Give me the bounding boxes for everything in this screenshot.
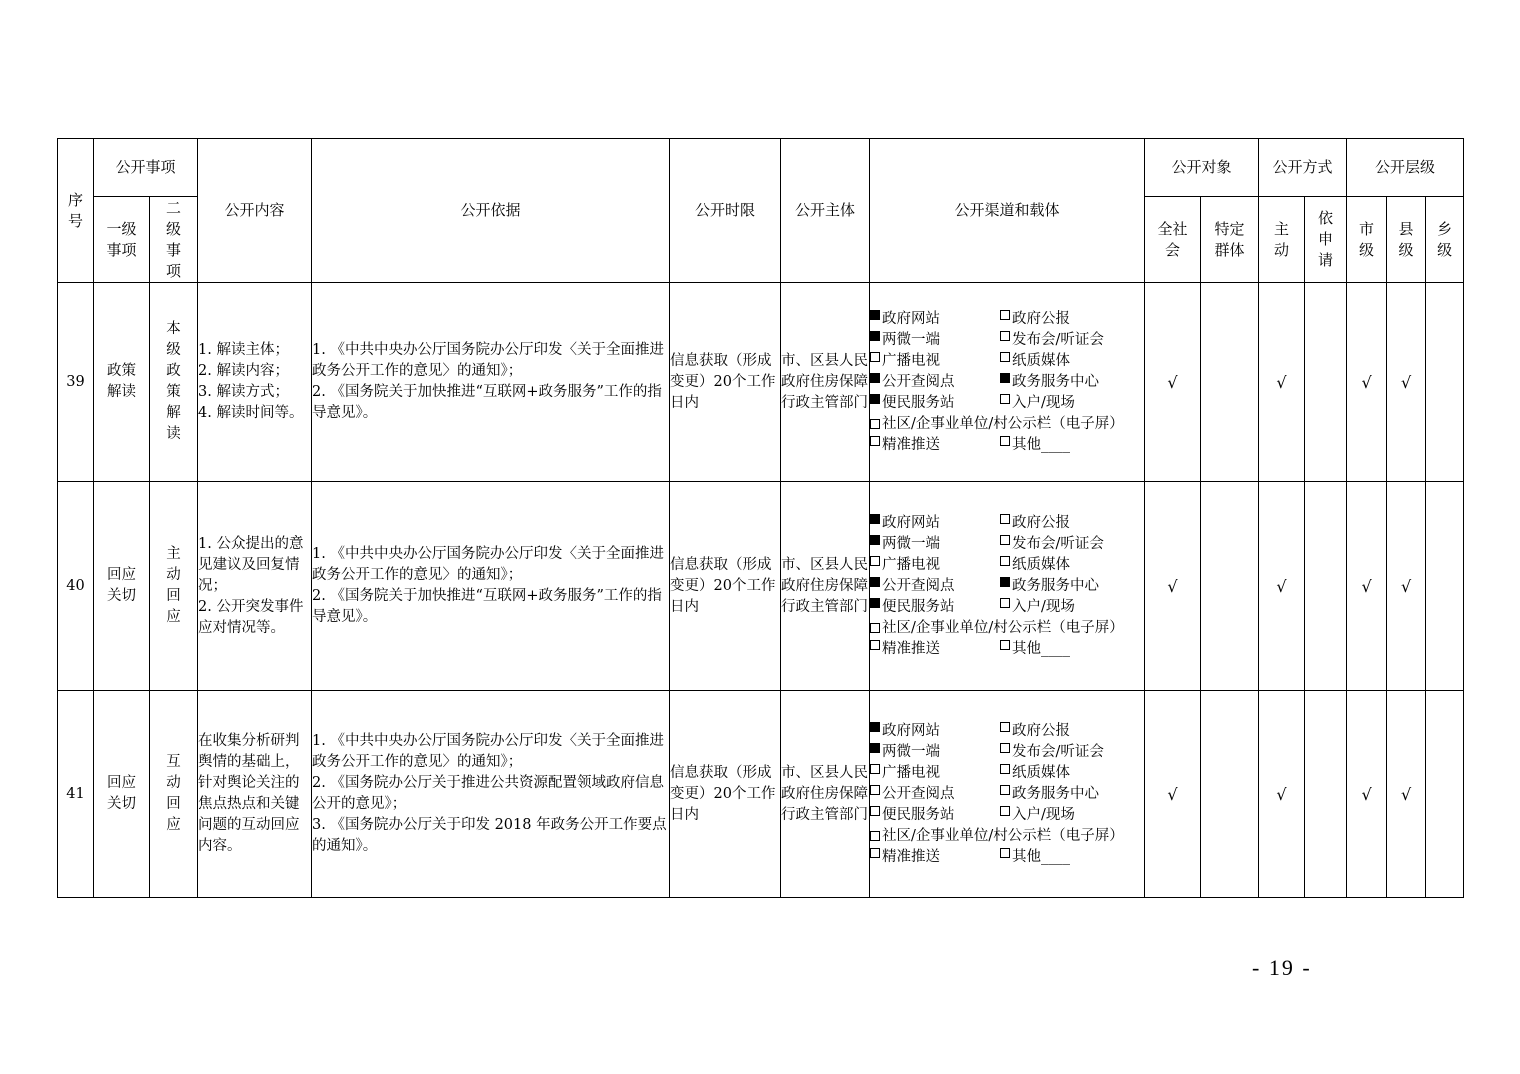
channel-reading-point: 公开查阅点 <box>870 372 1000 393</box>
channel-service-station: 便民服务站 <box>870 597 1000 618</box>
row-level2: 主动回应 <box>150 482 198 691</box>
checkbox-icon <box>870 556 880 566</box>
header-subject: 公开主体 <box>781 139 870 283</box>
mark-township <box>1426 283 1464 482</box>
checkbox-icon <box>1000 436 1010 446</box>
mark-request <box>1305 482 1347 691</box>
header-matter: 公开事项 <box>94 139 198 197</box>
checkbox-icon <box>1000 806 1010 816</box>
checkbox-icon <box>870 352 880 362</box>
row-channels <box>870 283 1145 482</box>
header-seq: 序号 <box>58 139 94 283</box>
channel-gov-website: 政府网站 <box>870 309 1000 330</box>
disclosure-table <box>57 138 1464 898</box>
channel-bulletin: 社区/企事业单位/村公示栏（电子屏） <box>870 826 1124 847</box>
header-object-specific: 特定群体 <box>1201 197 1259 283</box>
row-seq: 41 <box>58 691 94 898</box>
checkbox-icon <box>1000 556 1010 566</box>
checkbox-icon <box>870 623 880 633</box>
page-number: - 19 - <box>1252 955 1312 980</box>
channel-gov-website: 政府网站 <box>870 513 1000 534</box>
row-time-limit: 信息获取（形成变更）20个工作日内 <box>670 283 781 482</box>
checkbox-icon <box>870 514 880 524</box>
channel-gov-website: 政府网站 <box>870 721 1000 742</box>
channel-paper-media: 纸质媒体 <box>1000 555 1070 576</box>
row-channels <box>870 482 1145 691</box>
header-level1: 一级事项 <box>94 197 150 283</box>
channel-wechat-app: 两微一端 <box>870 330 1000 351</box>
checkbox-icon <box>1000 514 1010 524</box>
checkbox-icon <box>1000 577 1010 587</box>
row-basis: 1. 《中共中央办公厅国务院办公厅印发〈关于全面推进政务公开工作的意见〉的通知》； 2. 《国务院办公厅关于推进公共资源配置领域政府信息公开的意见》； 3. 《国务院办公厅关于印发 2018 年政务公开工作要点的通知》。 <box>312 691 670 898</box>
mark-county: √ <box>1387 482 1426 691</box>
header-content: 公开内容 <box>198 139 312 283</box>
checkbox-icon <box>870 436 880 446</box>
checkbox-icon <box>1000 722 1010 732</box>
header-object: 公开对象 <box>1145 139 1259 197</box>
mark-city: √ <box>1347 482 1387 691</box>
row-channels <box>870 691 1145 898</box>
mark-active: √ <box>1259 283 1305 482</box>
checkbox-icon <box>1000 352 1010 362</box>
table-row <box>58 691 1464 898</box>
mark-township <box>1426 482 1464 691</box>
row-basis: 1. 《中共中央办公厅国务院办公厅印发〈关于全面推进政务公开工作的意见〉的通知》； 2. 《国务院关于加快推进“互联网+政务服务”工作的指导意见》。 <box>312 482 670 691</box>
channel-reading-point: 公开查阅点 <box>870 576 1000 597</box>
checkbox-icon <box>1000 598 1010 608</box>
checkbox-icon <box>870 764 880 774</box>
checkbox-icon <box>870 743 880 753</box>
channel-press-hearing: 发布会/听证会 <box>1000 330 1104 351</box>
checkbox-icon <box>870 394 880 404</box>
row-basis: 1. 《中共中央办公厅国务院办公厅印发〈关于全面推进政务公开工作的意见〉的通知》； 2. 《国务院关于加快推进“互联网+政务服务”工作的指导意见》。 <box>312 283 670 482</box>
checkbox-icon <box>1000 640 1010 650</box>
header-level-county: 县级 <box>1387 197 1426 283</box>
header-object-all: 全社会 <box>1145 197 1201 283</box>
checkbox-icon <box>1000 743 1010 753</box>
channel-press-hearing: 发布会/听证会 <box>1000 534 1104 555</box>
channel-tv-radio: 广播电视 <box>870 763 1000 784</box>
mark-specific <box>1201 482 1259 691</box>
mark-all: √ <box>1145 482 1201 691</box>
row-level1: 回应关切 <box>94 482 150 691</box>
channel-paper-media: 纸质媒体 <box>1000 763 1070 784</box>
checkbox-icon <box>870 598 880 608</box>
mark-all: √ <box>1145 691 1201 898</box>
mark-county: √ <box>1387 283 1426 482</box>
channel-press-hearing: 发布会/听证会 <box>1000 742 1104 763</box>
header-basis: 公开依据 <box>312 139 670 283</box>
channel-wechat-app: 两微一端 <box>870 742 1000 763</box>
checkbox-icon <box>870 535 880 545</box>
table-row <box>58 482 1464 691</box>
row-seq: 40 <box>58 482 94 691</box>
checkbox-icon <box>1000 764 1010 774</box>
checkbox-icon <box>870 722 880 732</box>
channel-tv-radio: 广播电视 <box>870 555 1000 576</box>
row-subject: 市、区县人民政府住房保障行政主管部门 <box>781 691 870 898</box>
channel-gov-gazette: 政府公报 <box>1000 513 1070 534</box>
checkbox-icon <box>1000 394 1010 404</box>
row-level2: 本级政策解读 <box>150 283 198 482</box>
row-subject: 市、区县人民政府住房保障行政主管部门 <box>781 482 870 691</box>
mark-city: √ <box>1347 283 1387 482</box>
checkbox-icon <box>870 419 880 429</box>
checkbox-icon <box>870 640 880 650</box>
channel-push: 精准推送 <box>870 435 1000 456</box>
checkbox-icon <box>1000 310 1010 320</box>
row-time-limit: 信息获取（形成变更）20个工作日内 <box>670 482 781 691</box>
checkbox-icon <box>870 831 880 841</box>
channel-wechat-app: 两微一端 <box>870 534 1000 555</box>
row-content: 1. 公众提出的意见建议及回复情况； 2. 公开突发事件应对情况等。 <box>198 482 312 691</box>
channel-service-station: 便民服务站 <box>870 393 1000 414</box>
channel-bulletin: 社区/企事业单位/村公示栏（电子屏） <box>870 618 1124 639</box>
mark-active: √ <box>1259 482 1305 691</box>
channel-other: 其他____ <box>1000 639 1070 660</box>
header-method-request: 依申请 <box>1305 197 1347 283</box>
checkbox-icon <box>1000 785 1010 795</box>
header-level: 公开层级 <box>1347 139 1464 197</box>
mark-city: √ <box>1347 691 1387 898</box>
header-level-township: 乡级 <box>1426 197 1464 283</box>
mark-request <box>1305 691 1347 898</box>
header-method-active: 主动 <box>1259 197 1305 283</box>
channel-service-center: 政务服务中心 <box>1000 372 1099 393</box>
checkbox-icon <box>870 373 880 383</box>
channel-bulletin: 社区/企事业单位/村公示栏（电子屏） <box>870 414 1124 435</box>
header-time-limit: 公开时限 <box>670 139 781 283</box>
checkbox-icon <box>870 331 880 341</box>
checkbox-icon <box>870 785 880 795</box>
channel-service-station: 便民服务站 <box>870 805 1000 826</box>
checkbox-icon <box>1000 373 1010 383</box>
table-row <box>58 283 1464 482</box>
checkbox-icon <box>870 577 880 587</box>
channel-door-site: 入户/现场 <box>1000 597 1075 618</box>
channel-gov-gazette: 政府公报 <box>1000 721 1070 742</box>
channel-gov-gazette: 政府公报 <box>1000 309 1070 330</box>
row-seq: 39 <box>58 283 94 482</box>
channel-service-center: 政务服务中心 <box>1000 784 1099 805</box>
header-channels: 公开渠道和载体 <box>870 139 1145 283</box>
mark-specific <box>1201 283 1259 482</box>
channel-paper-media: 纸质媒体 <box>1000 351 1070 372</box>
mark-specific <box>1201 691 1259 898</box>
channel-push: 精准推送 <box>870 847 1000 868</box>
channel-door-site: 入户/现场 <box>1000 805 1075 826</box>
header-level-city: 市级 <box>1347 197 1387 283</box>
row-level1: 回应关切 <box>94 691 150 898</box>
channel-service-center: 政务服务中心 <box>1000 576 1099 597</box>
row-level2: 互动回应 <box>150 691 198 898</box>
checkbox-icon <box>870 310 880 320</box>
row-level1: 政策解读 <box>94 283 150 482</box>
checkbox-icon <box>1000 331 1010 341</box>
channel-other: 其他____ <box>1000 847 1070 868</box>
channel-push: 精准推送 <box>870 639 1000 660</box>
mark-all: √ <box>1145 283 1201 482</box>
row-content: 1. 解读主体； 2. 解读内容； 3. 解读方式； 4. 解读时间等。 <box>198 283 312 482</box>
row-time-limit: 信息获取（形成变更）20个工作日内 <box>670 691 781 898</box>
channel-other: 其他____ <box>1000 435 1070 456</box>
channel-reading-point: 公开查阅点 <box>870 784 1000 805</box>
checkbox-icon <box>870 848 880 858</box>
channel-tv-radio: 广播电视 <box>870 351 1000 372</box>
mark-county: √ <box>1387 691 1426 898</box>
header-level2: 二级事项 <box>150 197 198 283</box>
channel-door-site: 入户/现场 <box>1000 393 1075 414</box>
row-subject: 市、区县人民政府住房保障行政主管部门 <box>781 283 870 482</box>
row-content: 在收集分析研判舆情的基础上，针对舆论关注的焦点热点和关键问题的互动回应内容。 <box>198 691 312 898</box>
header-method: 公开方式 <box>1259 139 1347 197</box>
checkbox-icon <box>1000 848 1010 858</box>
mark-request <box>1305 283 1347 482</box>
checkbox-icon <box>870 806 880 816</box>
mark-active: √ <box>1259 691 1305 898</box>
checkbox-icon <box>1000 535 1010 545</box>
mark-township <box>1426 691 1464 898</box>
